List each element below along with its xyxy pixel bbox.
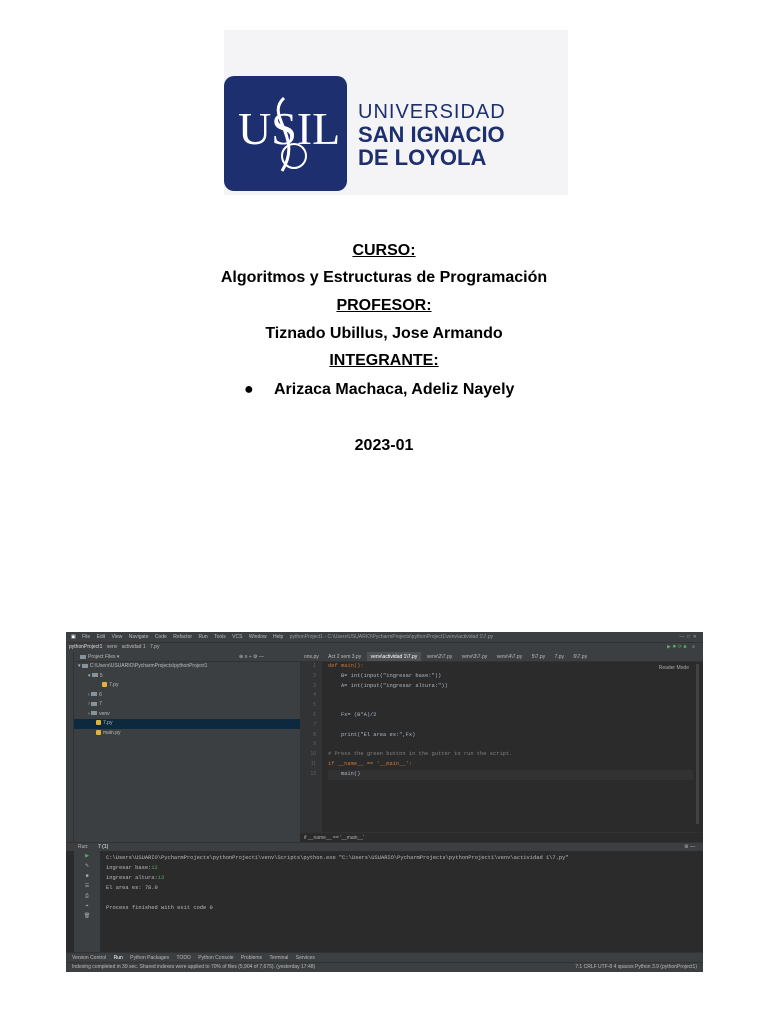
folder-icon: [80, 655, 86, 659]
tree-item[interactable]: ▾ C:\Users\USUARIO\PycharmProjects\pythonProject1: [78, 663, 208, 669]
menu-bar: [66, 632, 703, 642]
tree-item[interactable]: › 6: [88, 691, 102, 698]
console-line: C:\Users\USUARIO\PycharmProjects\pythonProject1\venv\Scripts\python.exe "C:\Users\USUARIO\PycharmProjects\pythonProject1\venv\actividad 1\7.py": [106, 855, 569, 861]
reader-mode-toggle[interactable]: Reader Mode: [658, 665, 689, 671]
rerun-icon[interactable]: ▶: [85, 853, 89, 859]
integrante-label-row: [0, 352, 768, 370]
code-line: if __name__ == '__main__':: [328, 760, 413, 767]
line-number: 2: [313, 672, 316, 679]
editor-breadcrumb[interactable]: if __name__ == '__main__': [300, 832, 703, 842]
project-header[interactable]: Project Files ▾ ⊕ ≡ ÷ ⚙ —: [74, 652, 300, 662]
project-panel: [74, 652, 300, 842]
line-number: 4: [313, 692, 316, 699]
tree-item[interactable]: › 7: [88, 701, 102, 707]
code-line: [328, 740, 693, 750]
menu-file[interactable]: File: [82, 634, 91, 640]
line-gutter: [300, 662, 322, 840]
tab-services[interactable]: Services: [295, 955, 315, 961]
code-line: [328, 721, 693, 731]
line-number: 9: [313, 741, 316, 748]
pin-icon[interactable]: ⌖: [85, 903, 89, 909]
console-line: Process finished with exit code 0: [106, 905, 213, 911]
code-editor[interactable]: [300, 652, 703, 842]
tab-terminal[interactable]: Terminal: [269, 955, 289, 961]
line-number: 7: [313, 721, 316, 728]
python-file-icon: [102, 682, 107, 687]
bullet-icon: ●: [244, 381, 254, 398]
folder-icon: [82, 664, 88, 668]
navigation-breadcrumb: [66, 642, 703, 652]
integrante-name: Arizaca Machaca, Adeliz Nayely: [274, 381, 515, 398]
code-line: [328, 701, 693, 711]
layout-icon[interactable]: ☰: [84, 883, 90, 889]
project-tools[interactable]: ⊕ ≡ ÷ ⚙ —: [239, 654, 264, 660]
pycharm-icon: ▣: [71, 634, 76, 640]
editor-tab[interactable]: venv\3\7.py: [461, 654, 488, 660]
window-title: pythonProject1 - C:\Users\USUARIO\PycharmProjects\pythonProject1\venv\actividad 1\7.py: [289, 634, 494, 640]
tree-item[interactable]: ▾ 5: [88, 672, 103, 679]
status-message: Indexing completed in 39 sec. Shared indexes were applied to 70% of files (5,904 of 7,675). (yesterday 17:48): [72, 964, 316, 970]
editor-tab[interactable]: Act 2 sem 3.py: [328, 654, 362, 660]
print-icon[interactable]: ⎙: [84, 893, 89, 899]
editor-tab[interactable]: venv\4\7.py: [496, 654, 523, 660]
tree-item[interactable]: 7.py: [74, 681, 300, 691]
python-file-icon: [96, 720, 101, 725]
tree-item[interactable]: main.py: [74, 729, 300, 739]
line-number: 6: [313, 711, 316, 718]
code-line: B= int(input("ingresar base:")): [328, 672, 442, 679]
menu-run[interactable]: Run: [198, 634, 208, 640]
menu-vcs[interactable]: VCS: [232, 634, 243, 640]
monogram-text: USIL: [238, 103, 341, 154]
status-bar: [66, 962, 703, 972]
line-number: 3: [313, 682, 316, 689]
curso-label-row: [0, 242, 768, 260]
editor-scrollbar[interactable]: [696, 664, 699, 824]
integrante-item: [244, 381, 514, 399]
menu-help[interactable]: Help: [273, 634, 284, 640]
console-input-value: 12: [151, 865, 158, 871]
folder-icon: [92, 673, 98, 677]
tree-item-selected[interactable]: 7.py: [74, 719, 300, 729]
run-settings[interactable]: ⚙ —: [684, 844, 695, 850]
logo-line-2: SAN IGNACIO: [358, 122, 505, 147]
run-panel: [66, 842, 703, 952]
folder-icon: [91, 702, 97, 706]
stop-icon[interactable]: ■: [85, 873, 89, 879]
code-line-current: main(): [328, 770, 693, 780]
console-line-input: ingresar base:12: [106, 865, 158, 871]
crumb-project[interactable]: pythonProject1: [69, 644, 103, 650]
run-label: Run:: [78, 844, 89, 850]
tab-python-packages[interactable]: Python Packages: [130, 955, 170, 961]
integrante-label: INTEGRANTE:: [329, 352, 439, 369]
periodo: 2023-01: [354, 437, 414, 454]
tab-python-console[interactable]: Python Console: [198, 955, 234, 961]
profesor-label: PROFESOR:: [336, 297, 432, 314]
logo-line-3: DE LOYOLA: [358, 145, 487, 170]
pycharm-screenshot: [66, 632, 703, 972]
run-toolbar-side: [74, 851, 100, 952]
line-number: 1: [313, 663, 316, 669]
editor-tab[interactable]: venv\2\7.py: [426, 654, 453, 660]
line-number: 5: [313, 702, 316, 709]
line-number: 12: [310, 770, 316, 777]
run-toolbar[interactable]: ▶ ✹ ⟳ ■ ⌕: [666, 644, 695, 650]
tab-run[interactable]: Run: [113, 955, 123, 961]
editor-tab[interactable]: 6\7.py: [573, 654, 588, 660]
code-line: # Press the green button in the gutter to run the script.: [328, 751, 513, 758]
curso-label: CURSO:: [352, 242, 416, 259]
tab-todo[interactable]: TODO: [176, 955, 191, 961]
code-line: Fx= (B*A)/2: [328, 711, 377, 718]
window-controls[interactable]: — □ ✕: [679, 634, 697, 640]
editor-tab[interactable]: ons.py: [304, 654, 319, 660]
menu-tools[interactable]: Tools: [214, 634, 226, 640]
tab-version-control[interactable]: Version Control: [72, 955, 107, 961]
tab-problems[interactable]: Problems: [240, 955, 263, 961]
crumb-folder[interactable]: actividad 1: [121, 644, 146, 650]
crumb-venv[interactable]: venv: [106, 644, 118, 650]
code-line: A= int(input("ingresar altura:")): [328, 682, 448, 689]
editor-tab[interactable]: 5\7.py: [531, 654, 546, 660]
folder-icon: [91, 711, 97, 715]
menu-window[interactable]: Window: [248, 634, 267, 640]
logo-line-1: UNIVERSIDAD: [358, 101, 506, 123]
console-line-input: ingresar altura:13: [106, 875, 165, 881]
crumb-file[interactable]: 7.py: [150, 644, 160, 650]
line-number: 11: [310, 760, 316, 767]
code-area[interactable]: [328, 662, 693, 780]
trash-icon[interactable]: 🗑: [83, 913, 91, 919]
curso-name: Algoritmos y Estructuras de Programación: [220, 269, 548, 286]
editor-tab-active[interactable]: venv\actividad 1\7.py: [367, 652, 422, 662]
line-number: 8: [313, 731, 316, 738]
tool-window-tabs: [66, 952, 703, 962]
university-logo: [224, 30, 568, 195]
menu-navigate[interactable]: Navigate: [128, 634, 149, 640]
code-line: [328, 691, 693, 701]
project-header-label: Project Files: [88, 654, 116, 660]
line-number: 10: [310, 751, 316, 758]
run-console[interactable]: [106, 853, 699, 913]
python-file-icon: [96, 730, 101, 735]
wrench-icon[interactable]: ✎: [84, 863, 90, 869]
menu-view[interactable]: View: [111, 634, 123, 640]
profesor-name: Tiznado Ubillus, Jose Armando: [265, 325, 503, 342]
status-info[interactable]: 7:1 CRLF UTF-8 4 spaces Python 3.9 (pythonProject1): [575, 964, 697, 970]
menu-edit[interactable]: Edit: [96, 634, 106, 640]
run-config-tab[interactable]: 7 (1): [97, 844, 109, 850]
console-line: [106, 893, 699, 903]
editor-tab[interactable]: 7.py: [554, 654, 565, 660]
console-line: El area es: 78.0: [106, 885, 158, 891]
editor-tabs: [300, 652, 703, 662]
console-input-value: 13: [157, 875, 165, 881]
code-line: print("El area es:",Fx): [328, 731, 416, 738]
folder-icon: [91, 692, 97, 696]
code-line: def main():: [328, 663, 364, 669]
tree-item[interactable]: › venv: [88, 710, 110, 717]
usil-monogram: [224, 76, 347, 191]
profesor-label-row: [0, 297, 768, 315]
run-header: [66, 842, 703, 851]
menu-code[interactable]: Code: [154, 634, 167, 640]
menu-refactor[interactable]: Refactor: [173, 634, 193, 640]
